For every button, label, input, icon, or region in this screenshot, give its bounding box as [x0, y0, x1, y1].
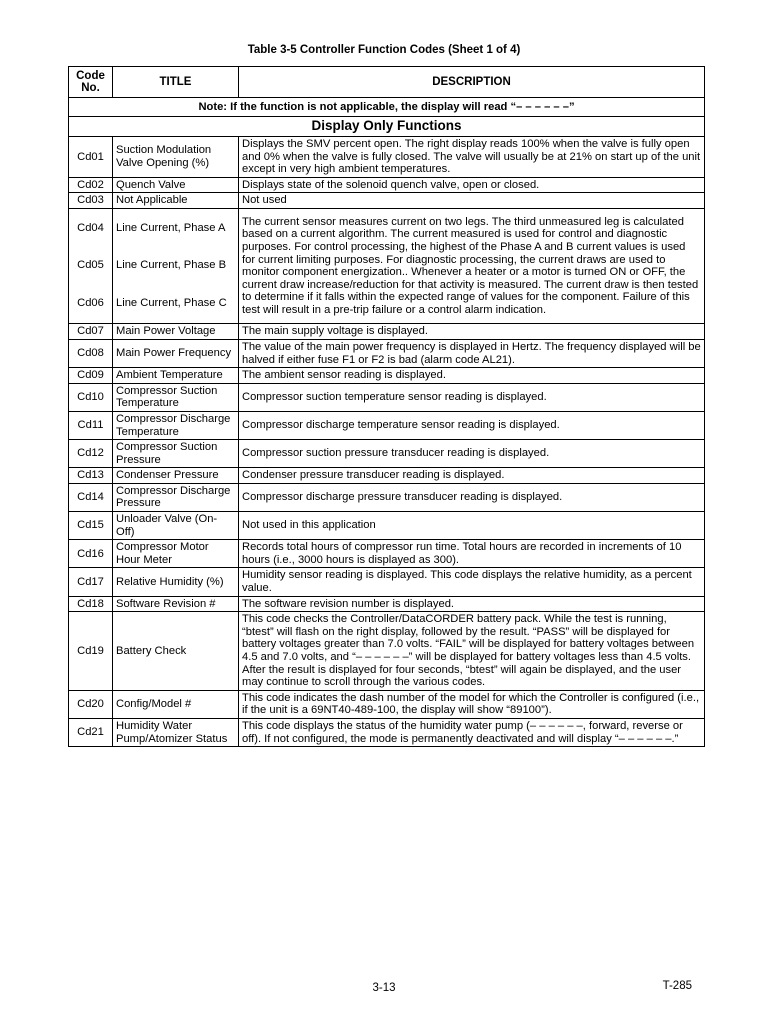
header-description: DESCRIPTION — [239, 67, 705, 98]
code-cell: Cd21 — [69, 718, 113, 746]
table-row — [69, 193, 705, 209]
code-cell: Cd05 — [77, 259, 104, 272]
table-row — [69, 324, 705, 340]
title-cell: Ambient Temperature — [113, 368, 239, 384]
description-cell: Not used — [239, 193, 705, 209]
title-cell: Compressor Discharge Pressure — [113, 483, 239, 511]
table-row — [69, 440, 705, 468]
header-code-line2: No. — [81, 82, 100, 94]
description-cell: Condenser pressure transducer reading is displayed. — [239, 468, 705, 484]
code-cell: Cd11 — [69, 411, 113, 439]
title-cell: Compressor Discharge Temperature — [113, 411, 239, 439]
header-title: TITLE — [113, 67, 239, 98]
code-cell: Cd15 — [69, 512, 113, 540]
code-cell: Cd09 — [69, 368, 113, 384]
table-row — [69, 596, 705, 612]
table-row — [69, 612, 705, 691]
code-cell: Cd19 — [69, 612, 113, 691]
table-row — [69, 411, 705, 439]
code-cell: Cd02 — [69, 177, 113, 193]
table-row-group-line-current — [69, 208, 705, 323]
title-cell: Not Applicable — [113, 193, 239, 209]
table-row — [69, 540, 705, 568]
header-code — [69, 67, 113, 98]
description-cell: This code checks the Controller/DataCORDER battery pack. While the test is running, “btest” will flash on the right display, followed by the result. “PASS” will be displayed for battery voltages greater than 7.0 volts. “FAIL” will be displayed for battery voltages between 4.5 and 7.0 volts, and “– – – – – –” will be displayed for battery voltages less than 4.5 volts. After the result is displayed for four seconds, “btest” will again be displayed, and the user may continue to scroll through the various codes. — [239, 612, 705, 691]
description-cell: Humidity sensor reading is displayed. This code displays the relative humidity, as a percent value. — [239, 568, 705, 596]
title-cell: Suction Modulation Valve Opening (%) — [113, 137, 239, 178]
code-cell: Cd03 — [69, 193, 113, 209]
code-cell: Cd20 — [69, 690, 113, 718]
description-cell: The main supply voltage is displayed. — [239, 324, 705, 340]
code-cell-group — [69, 208, 113, 323]
title-cell: Main Power Voltage — [113, 324, 239, 340]
table-row — [69, 483, 705, 511]
code-cell: Cd04 — [77, 221, 104, 234]
description-cell: This code displays the status of the humidity water pump (– – – – – –, forward, reverse or off). If not configured, the mode is permanently deactivated and will display “– – – – – –.” — [239, 718, 705, 746]
title-cell: Compressor Suction Pressure — [113, 440, 239, 468]
title-cell: Humidity Water Pump/Atomizer Status — [113, 718, 239, 746]
section-row — [69, 117, 705, 137]
table-row — [69, 368, 705, 384]
table-row — [69, 339, 705, 367]
title-cell: Line Current, Phase A — [116, 221, 226, 234]
section-heading: Display Only Functions — [69, 117, 705, 137]
description-cell: Compressor discharge pressure transducer reading is displayed. — [239, 483, 705, 511]
code-cell: Cd01 — [69, 137, 113, 178]
page-number: 3-13 — [372, 982, 396, 994]
title-cell: Line Current, Phase B — [116, 259, 227, 272]
code-cell: Cd18 — [69, 596, 113, 612]
title-cell: Compressor Motor Hour Meter — [113, 540, 239, 568]
title-cell: Main Power Frequency — [113, 339, 239, 367]
description-cell: Not used in this application — [239, 512, 705, 540]
table-row — [69, 468, 705, 484]
title-cell: Unloader Valve (On-Off) — [113, 512, 239, 540]
code-cell: Cd12 — [69, 440, 113, 468]
description-cell: Displays the SMV percent open. The right display reads 100% when the valve is fully open and 0% when the valve is fully closed. The valve will usually be at 21% on start up of the unit except in very high ambient temperatures. — [239, 137, 705, 178]
title-cell: Compressor Suction Temperature — [113, 383, 239, 411]
description-cell: Compressor suction temperature sensor reading is displayed. — [239, 383, 705, 411]
description-cell: The ambient sensor reading is displayed. — [239, 368, 705, 384]
description-cell: Compressor suction pressure transducer reading is displayed. — [239, 440, 705, 468]
code-cell: Cd10 — [69, 383, 113, 411]
title-cell: Relative Humidity (%) — [113, 568, 239, 596]
table-row — [69, 568, 705, 596]
table-row — [69, 512, 705, 540]
code-cell: Cd16 — [69, 540, 113, 568]
table-row — [69, 383, 705, 411]
title-cell: Quench Valve — [113, 177, 239, 193]
title-cell: Battery Check — [113, 612, 239, 691]
description-cell: This code indicates the dash number of the model for which the Controller is configured (i.e., if the unit is a 69NT40-489-100, the display will show “89100”). — [239, 690, 705, 718]
document-number: T-285 — [662, 980, 692, 992]
table-row — [69, 718, 705, 746]
table-row — [69, 137, 705, 178]
table-header-row — [69, 67, 705, 98]
title-cell: Config/Model # — [113, 690, 239, 718]
description-cell: Records total hours of compressor run time. Total hours are recorded in increments of 10 hours (i.e., 3000 hours is displayed as 300). — [239, 540, 705, 568]
description-cell: Displays state of the solenoid quench valve, open or closed. — [239, 177, 705, 193]
title-cell: Software Revision # — [113, 596, 239, 612]
title-cell: Condenser Pressure — [113, 468, 239, 484]
note-row — [69, 98, 705, 117]
table-row — [69, 690, 705, 718]
code-cell: Cd07 — [69, 324, 113, 340]
table-note: Note: If the function is not applicable, the display will read “– – – – – –” — [69, 98, 705, 117]
code-cell: Cd06 — [77, 297, 104, 310]
table-row — [69, 177, 705, 193]
description-cell: Compressor discharge temperature sensor reading is displayed. — [239, 411, 705, 439]
code-cell: Cd14 — [69, 483, 113, 511]
title-cell-group — [113, 208, 239, 323]
description-cell: The value of the main power frequency is displayed in Hertz. The frequency displayed will be halved if either fuse F1 or F2 is bad (alarm code AL21). — [239, 339, 705, 367]
header-code-line1: Code — [76, 70, 105, 82]
description-cell: The software revision number is displayed. — [239, 596, 705, 612]
title-cell: Line Current, Phase C — [116, 297, 227, 310]
code-cell: Cd17 — [69, 568, 113, 596]
description-cell: The current sensor measures current on two legs. The third unmeasured leg is calculated based on a current algorithm. The current measured is used for control and diagnostic purposes. For control processing, the highest of the Phase A and B current values is used for current limiting purposes. For diagnostic processing, the current draws are used to monitor component energization.. Whenever a heater or a motor is turned ON or OFF, the current draw increase/reduction for that activity is measured. The current draw is then tested to determine if it falls within the expected range of values for the component. Failure of this test will result in a pre-trip failure or a control alarm indication. — [239, 208, 705, 323]
code-cell: Cd13 — [69, 468, 113, 484]
function-codes-table — [68, 66, 705, 747]
code-cell: Cd08 — [69, 339, 113, 367]
page-title: Table 3-5 Controller Function Codes (Sheet 1 of 4) — [247, 44, 521, 56]
